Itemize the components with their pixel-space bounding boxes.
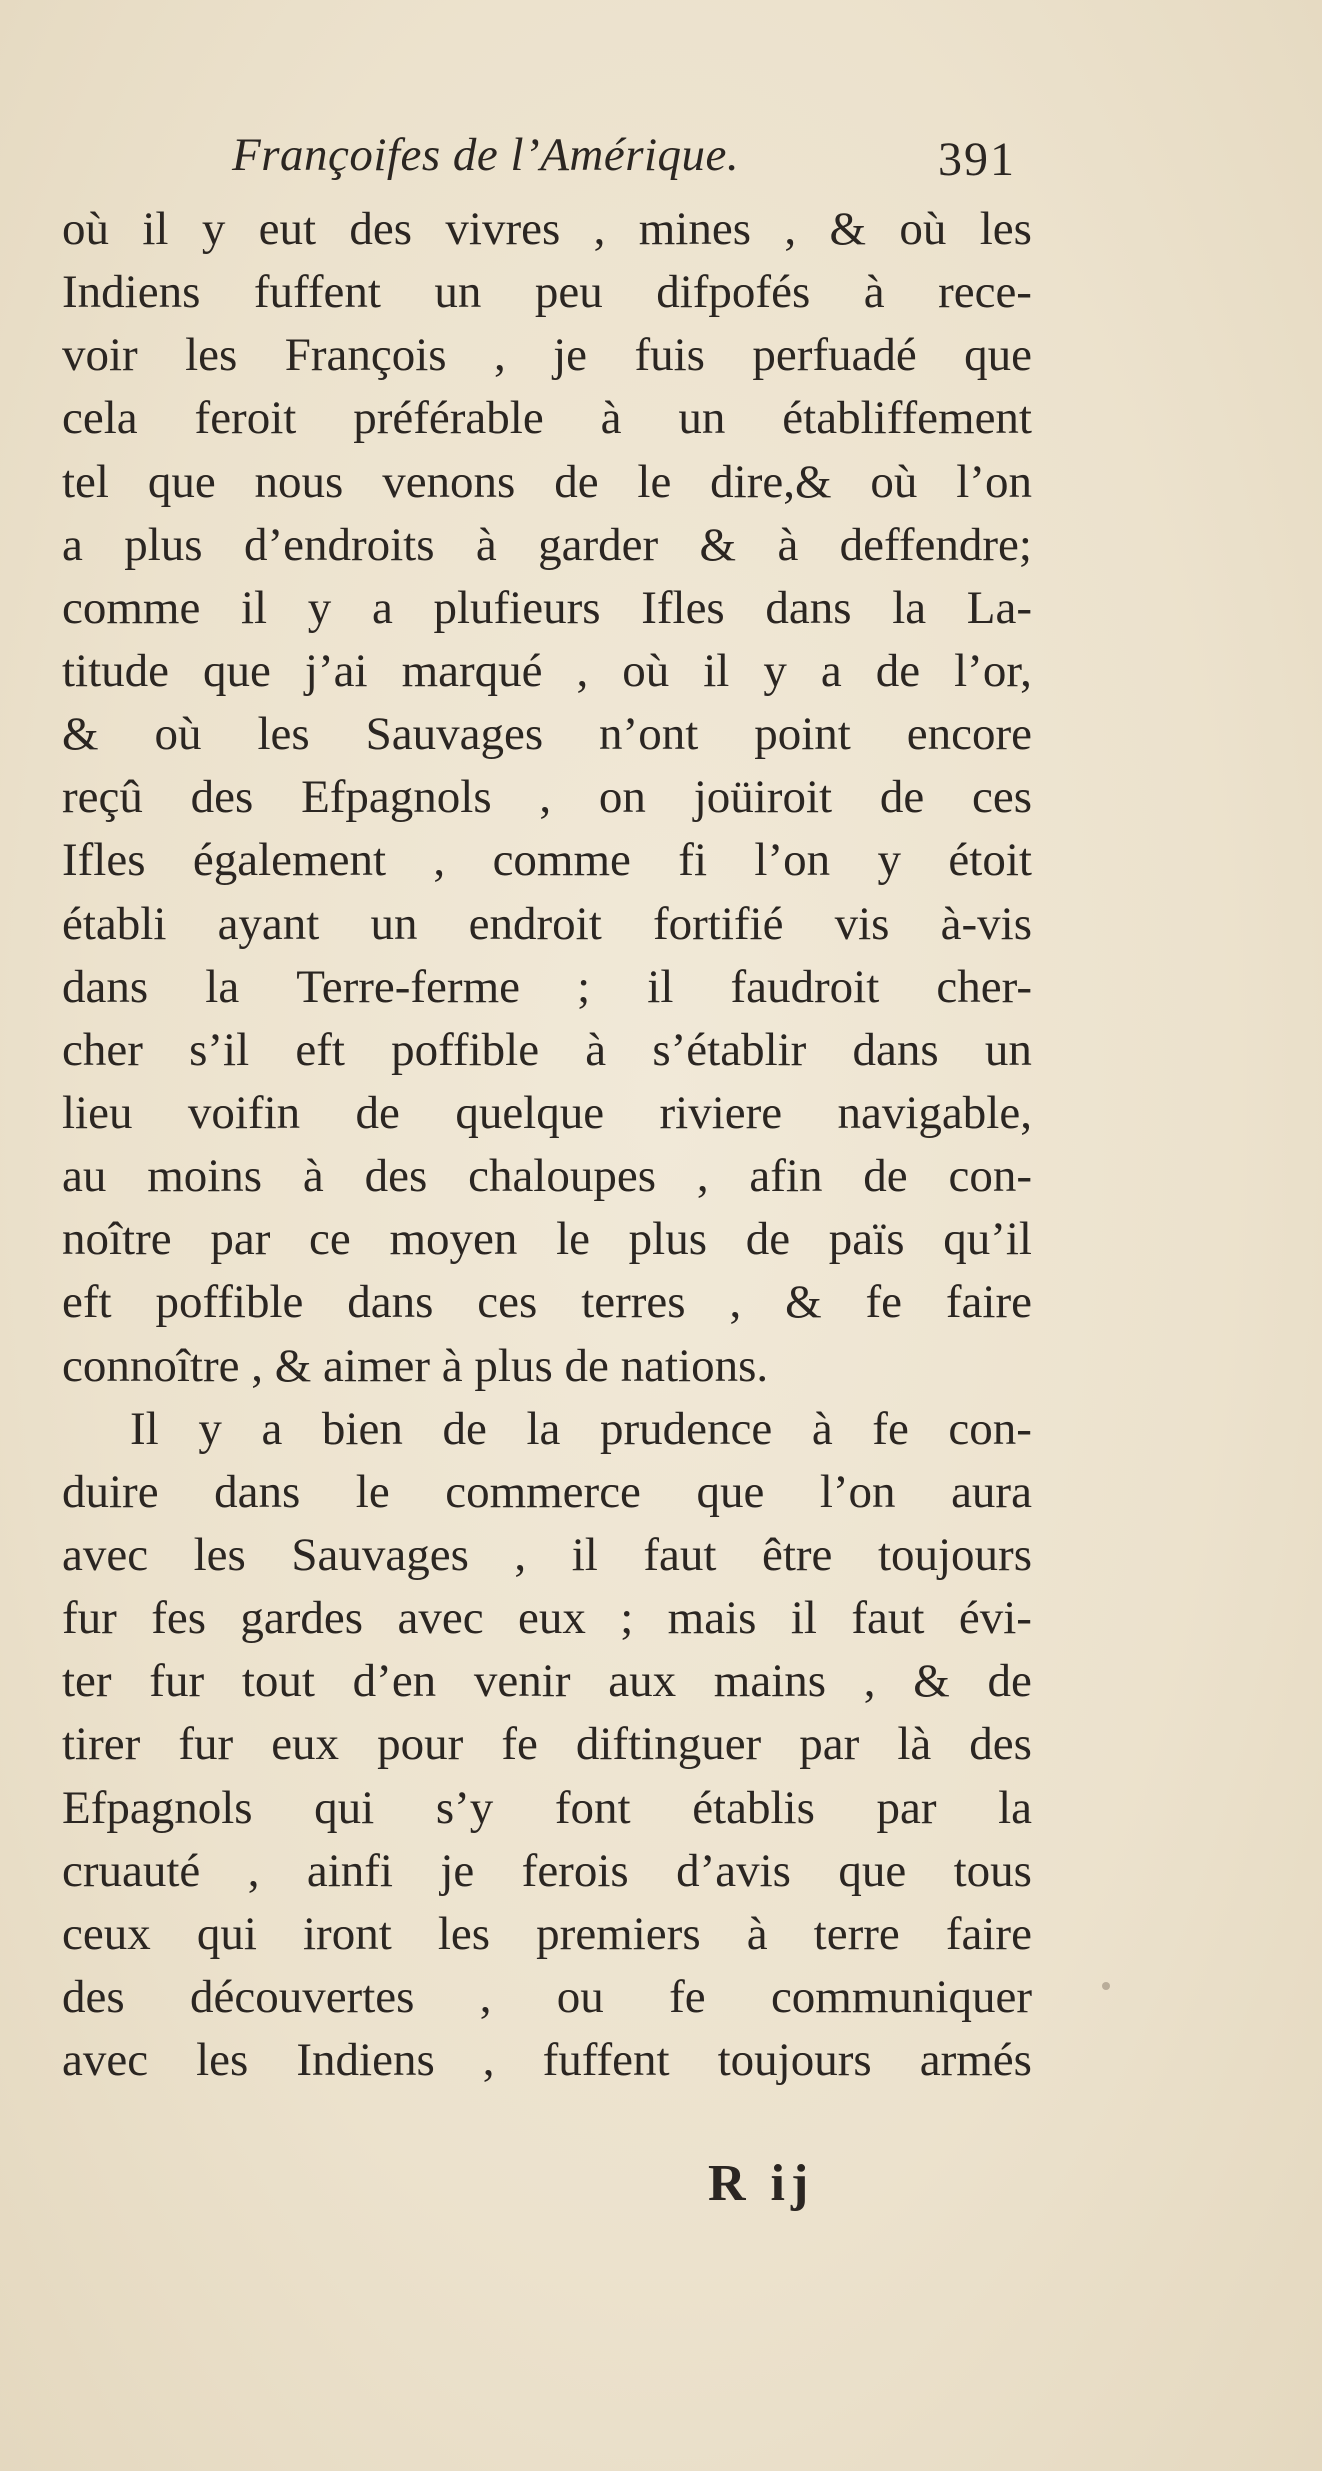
text-line: cher s’il eft poffible à s’établir dans un — [62, 1023, 1032, 1076]
running-head-title: Françoifes de l’Amérique. — [232, 129, 740, 181]
text-line: a plus d’endroits à garder & à deffendre; — [62, 518, 1032, 571]
text-line: dans la Terre-ferme ; il faudroit cher- — [62, 960, 1032, 1013]
paper-speck — [1102, 1982, 1110, 1990]
text-line: reçû des Efpagnols , on joüiroit de ces — [62, 771, 1032, 824]
text-line: des découvertes , ou fe communiquer — [62, 1970, 1032, 2023]
text-line: tirer fur eux pour fe diftinguer par là des — [62, 1718, 1032, 1771]
running-head — [0, 128, 1322, 198]
text-line: connoître , & aimer à plus de nations. — [62, 1339, 769, 1392]
text-line: cruauté , ainfi je ferois d’avis que tous — [62, 1844, 1032, 1897]
text-line: établi ayant un endroit fortifié vis à-vis — [62, 897, 1032, 950]
signature-mark: R ij — [708, 2155, 815, 2212]
text-line: noître par ce moyen le plus de païs qu’il — [62, 1213, 1032, 1266]
text-line: eft poffible dans ces terres , & fe faire — [62, 1276, 1032, 1329]
page-number: 391 — [938, 133, 1016, 186]
text-line: avec les Indiens , fuffent toujours armés — [62, 2034, 1032, 2087]
text-line: titude que j’ai marqué , où il y a de l’or, — [62, 644, 1032, 697]
text-line: tel que nous venons de le dire,& où l’on — [62, 455, 1032, 508]
text-line: Ifles également , comme fi l’on y étoit — [62, 834, 1032, 887]
text-line: avec les Sauvages , il faut être toujours — [62, 1528, 1032, 1581]
text-line: lieu voifin de quelque riviere navigable, — [62, 1086, 1032, 1139]
text-line: cela feroit préférable à un établiffement — [62, 392, 1032, 445]
text-line: Indiens fuffent un peu difpofés à rece- — [62, 266, 1032, 319]
text-line: & où les Sauvages n’ont point encore — [62, 708, 1032, 761]
text-line: au moins à des chaloupes , afin de con- — [62, 1150, 1032, 1203]
text-line: duire dans le commerce que l’on aura — [62, 1465, 1032, 1518]
body-text — [62, 198, 1032, 2092]
text-line: ter fur tout d’en venir aux mains , & de — [62, 1655, 1032, 1708]
text-line: où il y eut des vivres , mines , & où les — [62, 203, 1032, 255]
text-line: Il y a bien de la prudence à fe con- — [130, 1402, 1032, 1455]
text-line: Efpagnols qui s’y font établis par la — [62, 1781, 1032, 1834]
text-line: comme il y a plufieurs Ifles dans la La- — [62, 581, 1032, 634]
text-line: voir les François , je fuis perfuadé que — [62, 329, 1032, 382]
text-line: fur fes gardes avec eux ; mais il faut évi- — [62, 1592, 1032, 1645]
text-line: ceux qui iront les premiers à terre faire — [62, 1907, 1032, 1960]
